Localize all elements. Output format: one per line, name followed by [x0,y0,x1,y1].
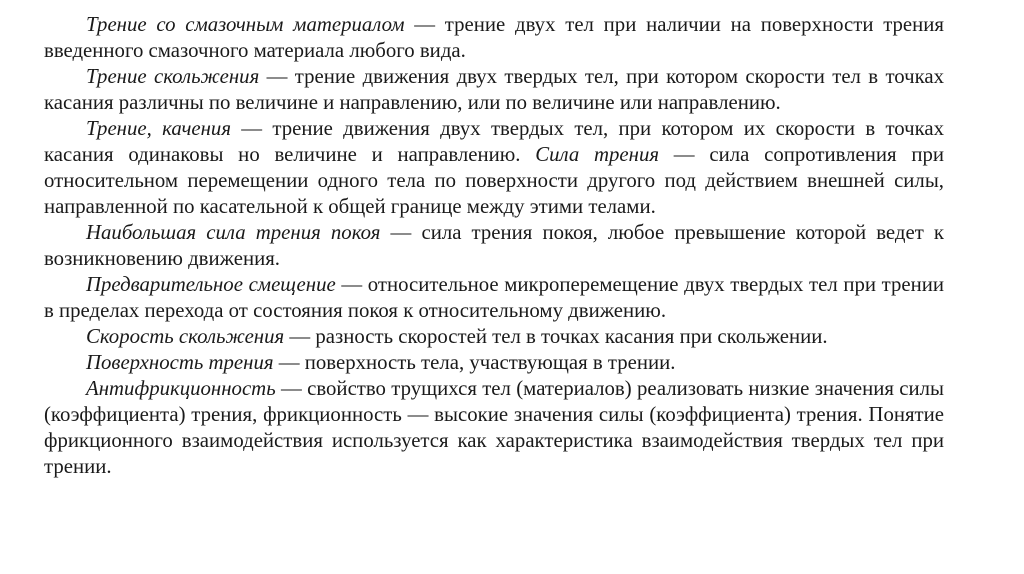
definition-paragraph [44,12,944,64]
definition-paragraph [44,376,944,480]
definition-term: Сила трения [535,143,660,166]
definition-paragraph [44,64,944,116]
definition-paragraph [44,350,944,376]
definition-paragraph [44,272,944,324]
definition-text: — относительное микроперемещение двух твердых тел при трении в пределах перехода от состояния покоя к относительному движению. [44,273,944,322]
definition-text: — трение движения двух твердых тел, при котором скорости тел в точках касания различны по величине и направлению, или по величине или направлению. [44,65,945,114]
definition-term: Предварительное смещение [86,273,336,296]
definition-term: Наибольшая сила трения покоя [86,221,381,244]
definition-term: Трение, качения [86,117,231,140]
definition-term: Поверхность трения [86,351,274,374]
definition-text: — трение движения двух твердых тел, при котором их скорости в точках касания одинаковы но величине и направлению. [44,117,944,166]
definition-text: — сила сопротивления при относительном перемещении одного тела по поверхности другого под действием внешней силы, направленной по касательной к общей границе между этими телами. [44,143,944,218]
definition-text: — свойство трущихся тел (материалов) реализовать низкие значения силы (коэффициента) трения, фрикционность — высокие значения силы (коэффициента) трения. Понятие фрикционного взаимодействия используется как характеристика взаимодействия твердых тел при трении. [44,377,944,478]
definition-term: Трение скольжения [86,65,260,88]
definition-text: — трение двух тел при наличии на поверхности трения введенного смазочного материала любого вида. [44,13,944,62]
definition-term: Антифрикционность [86,377,276,400]
definition-paragraph [44,220,944,272]
definition-text: — поверхность тела, участвующая в трении. [273,351,676,374]
document-page [44,12,944,480]
definition-text: — разность скоростей тел в точках касания при скольжении. [284,325,828,348]
definition-term: Трение со смазочным материалом [86,13,405,36]
definition-paragraph [44,324,944,350]
definition-paragraph [44,116,944,220]
definition-text: — сила трения покоя, любое превышение которой ведет к возникновению движения. [44,221,944,270]
definition-term: Скорость скольжения [86,325,285,348]
